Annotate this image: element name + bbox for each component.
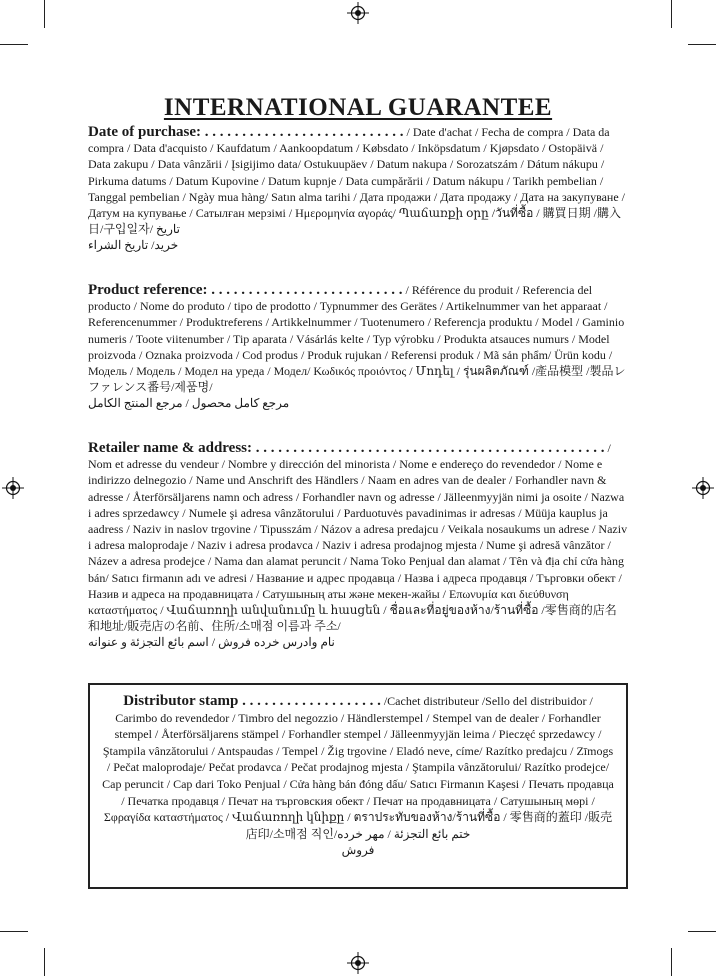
- distributor-stamp-box: [88, 683, 628, 889]
- date-of-purchase-section: [88, 124, 628, 254]
- retailer-label: Retailer name & address: . . . . . . . . . . . . . . . . . . . . . . . . . . . . . . . . . . . . . . . . . . . . . . .: [88, 440, 605, 456]
- registration-mark-top: [347, 2, 369, 24]
- crop-mark-bottom-right: [671, 948, 672, 976]
- registration-mark-bottom: [347, 952, 369, 974]
- distributor-stamp-translations: /Cachet distributeur /Sello del distribuidor / Carimbo do revendedor / Timbro del negozzio / Händlerstempel / Stempel van de dealer / Forhandler stempel / Återförsäljarens stämpel / Forhandler stempel / Jälleenmyyjän leima / Pieczęć sprzedawcy / Ştampila vânzătorului / Antspaudas / Tempel / Žig trgovine / Eladó neve, címe/ Razítko predajcu / Zīmogs / Pečat maloprodaje/ Pečat prodavca / Pečat prodajnog mjesta / Ştampila vânzătorului/ Razítko prodejce/ Cap peruncit / Cap dari Toko Penjual / Cửa hàng bán đóng dấu/ Satıcı Firmanın Kaşesi / Печать продавца / Печатка продавця / Печат на търговския обект / Печат на продавницата / Сатушының мөрі / Σφραγίδα καταστήματος / Վաճառողի կնիքը / ตราประทับของห้าง/ร้านที่ซื้อ / 零售商的蓋印 /販売店印/소매점 직인/ختم بائع التجزئة / مهر خرده: [102, 694, 614, 841]
- crop-mark-bottom-left-h: [0, 931, 28, 932]
- retailer-rtl: نام وادرس خرده فروش / اسم بائع التجزئة و عنوانه: [88, 635, 335, 650]
- registration-mark-left: [2, 477, 24, 499]
- distributor-stamp-label: Distributor stamp . . . . . . . . . . . . . . . . . . .: [123, 693, 381, 709]
- crop-mark-bottom-left: [44, 948, 45, 976]
- date-of-purchase-label: Date of purchase: . . . . . . . . . . . . . . . . . . . . . . . . . . .: [88, 124, 404, 140]
- crop-mark-top-right: [671, 0, 672, 28]
- crop-mark-bottom-right-h: [688, 931, 716, 932]
- retailer-translations: / Nom et adresse du vendeur / Nombre y dirección del minorista / Nome e endereço do revendedor / Nome e indirizzo delnegozio / Name und Anschrift des Händlers / Naam en adres van de dealer / Forhandler navn & adresse / Återförsäljarens namn och adress / Forhandler navn og adresse / Jälleenmyyjän nimi ja osoite / Nazwa i adres sprzedawcy / Numele şi adresa vânzătorului / Parduotuvės pavadinimas ir adresas / Müüja kauplus ja aadress / Naziv in naslov trgovine / Tipusszám / Názov a adresa predajcu / Veikala nosaukums un adrese / Naziv i adresa maloprodaje / Naziv i adresa prodavca / Naziv i adresa prodajnog mjesta / Nume şi adresă vânzător / Název a adresa prodejce / Nama dan alamat peruncit / Nama Toko Penjual dan alamat / Tên và địa chỉ cửa hàng bán/ Satıcı firmanın adı ve adresi / Название и адрес продавца / Назва і адреса продавця / Търговки обект / Назив и адреса на продавницата / Сатушының аты және мекен-жайы / Επωνυμία και διεύθυνση καταστήματος / Վաճառողի անվանումը և հասցեն / ชื่อและที่อยู่ของห้าง/ร้านที่ซื้อ /零售商的店名和地址/販売店の名前、住所/소매점 이름과 주소/: [88, 441, 628, 634]
- distributor-stamp-text: [102, 693, 614, 859]
- date-of-purchase-translations: / Date d'achat / Fecha de compra / Data da compra / Data d'acquisto / Kaufdatum / Aankoopdatum / Købsdato / Inköpsdatum / Kjøpsdato / Ostopäivä / Data zakupu / Data vânzării / Įsigijimo data/ Ostukuupäev / Datum nakupa / Sorozatszám / Dátum nákupu / Pirkuma datums / Datum Kupovine / Datum kupnje / Data cumpărării / Datum nákupu / Tarikh pembelian / Tanggal pembelian / Ngày mua hàng/ Satın alma tarihi / Дата продажи / Дата продажу / Дата на закупуване / Датум на купување / Сатылған мерзімі / Ημερομηνία αγοράς/ Պաճառքի օրը /วันที่ซื้อ / 購買日期 /購入日/구입일자/ تاريخ: [88, 125, 626, 237]
- crop-mark-top-left-h: [0, 44, 28, 45]
- product-reference-section: [88, 282, 628, 412]
- registration-mark-right: [692, 477, 714, 499]
- date-of-purchase-rtl: خرید/ تاريخ الشراء: [88, 238, 179, 253]
- product-reference-rtl: مرجع کامل محصول / مرجع المنتج الكامل: [88, 396, 290, 411]
- product-reference-label: Product reference: . . . . . . . . . . . . . . . . . . . . . . . . . .: [88, 282, 403, 298]
- product-reference-translations: / Référence du produit / Referencia del producto / Nome do produto / tipo de prodotto / Typnummer des Gerätes / Artikelnummer van het apparaat / Referencenummer / Produktreferens / Artikkelnummer / Tuotenumero / Referencja produktu / Model / Gaminio numeris / Toote viitenumber / Tip aparata / Vásárlás kelte / Typ výrobku / Produkta atsauces numurs / Model proizvoda / Oznaka proizvoda / Cod produs / Produk rujukan / Referensi produk / Mã sản phẩm/ Ürün kodu / Модель / Модель / Модел на уреда / Модел/ Κωδικός προιόντος / Մոդել / รุ่นผลิตภัณฑ์ /產品模型 /製品レファレンス番号/제품명/: [88, 283, 626, 395]
- crop-mark-top-right-h: [688, 44, 716, 45]
- crop-mark-top-left: [44, 0, 45, 28]
- distributor-stamp-end: فروش: [341, 843, 375, 858]
- retailer-section: [88, 440, 628, 651]
- page-title: INTERNATIONAL GUARANTEE: [163, 94, 553, 121]
